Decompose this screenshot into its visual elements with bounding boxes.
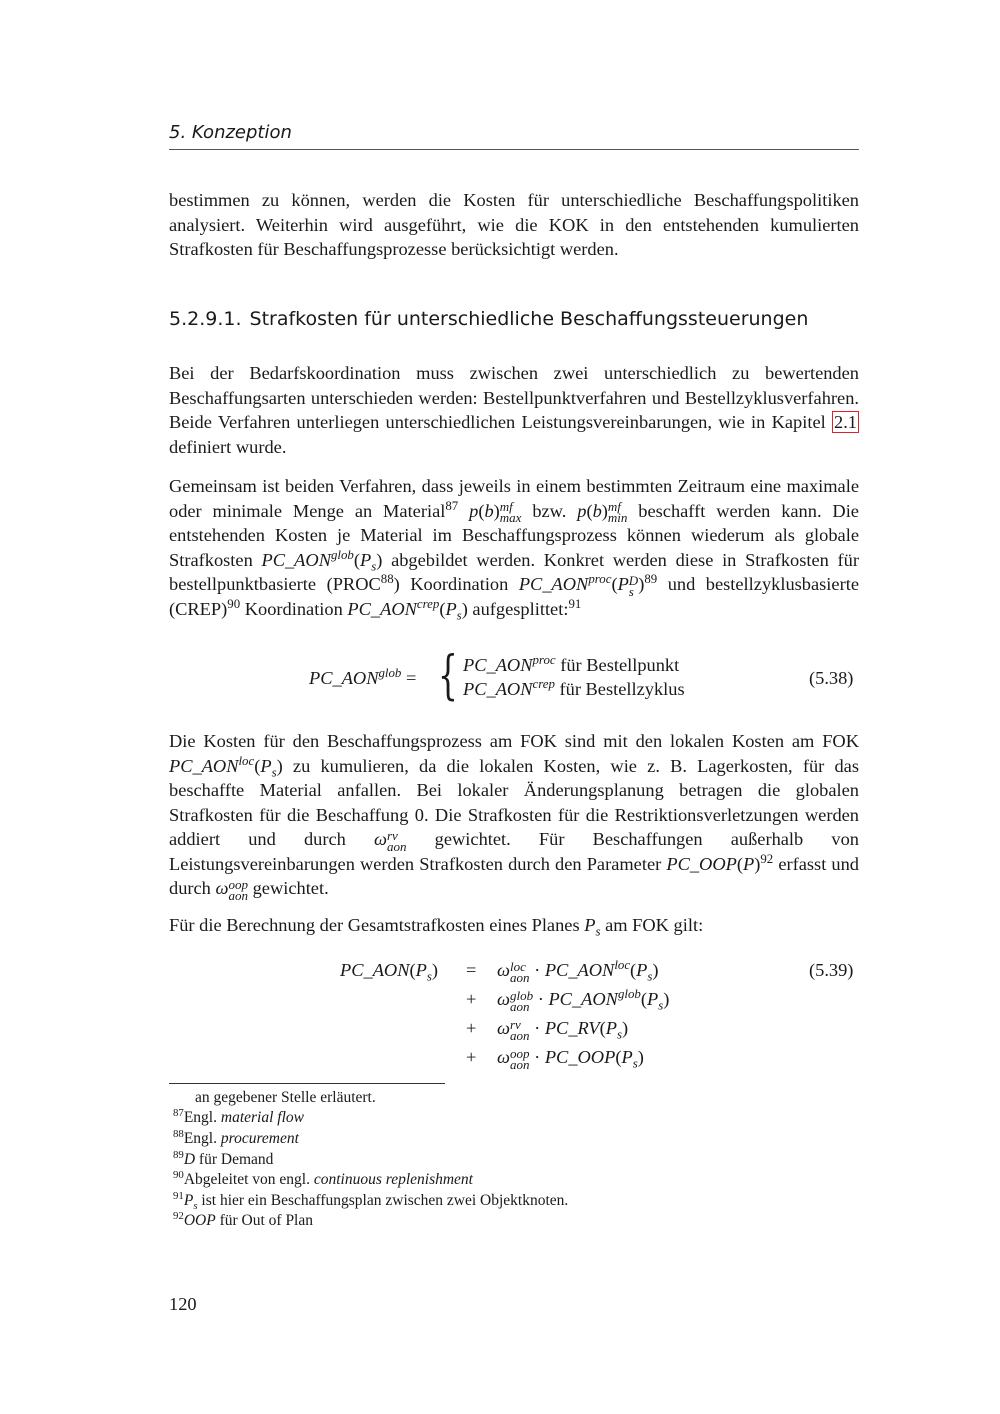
footnote-ref-90[interactable]: 90 (227, 596, 241, 611)
eq-538-case-2: $PC\_AON^{crep}$ für Bestellzyklus (463, 676, 685, 699)
footnote-88: $^{88}$Engl. procurement (173, 1127, 299, 1147)
paragraph-3: Die Kosten für den Beschaffungsprozess am FOK sind mit den lokalen Kosten am FOK $PC\_AON^{loc}(P_s)$ zu kumulieren, da die lokalen Kosten, wie z. B. Lagerkosten, für das beschaffte Material anfallen. Bei lokaler Änderungsplanung betragen die globalen Strafkosten für die Beschaffung 0. Die Strafkosten für die Restriktionsverletzungen werden addiert und durch ωrv aon gewichtet. Für Beschaffungen außerhalb von Leistungsvereinbarungen werden Strafkosten durch den Parameter $PC\_OOP(P)^{92}$ erfasst und durch ωoop aon gewichtet. (169, 731, 859, 904)
footnote-89: $^{89}$D für Demand (173, 1148, 274, 1168)
p2-text-4: abgebildet werden. Konkret werden diese in Strafkosten für bestellpunktbasierte (PROC (169, 549, 859, 595)
p4-text-2: am FOK gilt: (605, 915, 704, 935)
eq-539-term-4: ωoop aon · $PC\_OOP(P_s)$ (497, 1045, 644, 1072)
paragraph-2: Gemeinsam ist beiden Verfahren, dass jeweils in einem bestimmten Zeitraum eine maximale oder minimale Menge an Material$^{87}$ p(b)mf max bzw. p(b)mf min beschafft werden kann. Die entstehenden Kosten je Material im Beschaffungsprozess können wiederum als globale Strafkosten $PC\_AON^{glob}(P_s)$ abgebildet werden. Konkret werden diese in Strafkosten für bestellpunktbasierte (PROC$^{88}$) Koordination $PC\_AON^{proc}(PD$ s )$^{89}$ und bestellzyklusbasierte (CREP)$^{90}$ Koordination $PC\_AON^{crep}(P_s)$ aufgesplittet:$^{91}$ (169, 476, 859, 623)
paragraph-4: Für die Berechnung der Gesamtstrafkosten eines Planes $P_s$ am FOK gilt: (169, 915, 704, 939)
equation-number-5-39: (5.39) (809, 960, 854, 980)
paragraph-1 (169, 361, 859, 459)
chapter-link[interactable]: 2.1 (834, 412, 857, 432)
left-brace: { (438, 646, 458, 706)
section-title: Strafkosten für unterschiedliche Beschaffungssteuerungen (249, 308, 809, 330)
footnote-ref-92[interactable]: 92 (760, 851, 774, 866)
eq-539-plus-2: + (466, 1018, 477, 1038)
eq-539-term-1: ωloc aon · $PC\_AON^{loc}(P_s)$ (497, 957, 659, 985)
eq-538-case-1: $PC\_AON^{proc}$ für Bestellpunkt (463, 652, 680, 675)
footnote-ref-87[interactable]: 87 (445, 498, 459, 513)
eq-539-term-3: ωrv aon · $PC\_RV(P_s)$ (497, 1016, 629, 1043)
section-heading (169, 308, 859, 330)
footnote-continuation: an gegebener Stelle erläutert. (195, 1089, 376, 1106)
running-header: 5. Konzeption (169, 122, 859, 150)
p4-text-1: Für die Berechnung der Gesamtstrafkosten eines Planes (169, 915, 580, 935)
p2-text-3: beschafft werden kann. Die entstehenden Kosten je Material im Beschaffungsprozess können wiederum als globale Strafkosten (169, 500, 859, 570)
footnote-ref-89[interactable]: 89 (644, 572, 658, 587)
p2-text-7: Koordination (244, 599, 343, 620)
footnote-90: $^{90}$Abgeleitet von engl. continuous replenishment (173, 1168, 473, 1188)
footnote-ref-91[interactable]: 91 (568, 596, 582, 611)
equation-number-5-38: (5.38) (809, 668, 854, 688)
footnote-91: $^{91}P_s$ ist hier ein Beschaffungsplan zwischen zwei Objektknoten. (173, 1189, 569, 1213)
paragraph-1-tail: definiert wurde. (169, 436, 287, 457)
footnote-92: $^{92}$OOP für Out of Plan (173, 1209, 313, 1229)
eq-539-lhs: $PC\_AON(P_s)$ (340, 960, 438, 984)
p3-text-4: erfasst und durch (169, 853, 859, 899)
p2-text-1: Gemeinsam ist beiden Verfahren, dass jeweils in einem bestimmten Zeitraum eine maximale oder minimale Menge an Material (169, 476, 859, 521)
page-number: 120 (169, 1294, 197, 1314)
eq-539-plus-1: + (466, 989, 477, 1009)
p3-text-2: zu kumulieren, da die lokalen Kosten, wie z. B. Lagerkosten, für das beschaffte Material anfallen. Bei lokaler Änderungsplanung betragen die globalen Strafkosten für die Beschaffung 0. Die Strafkosten für die Restriktionsverletzungen werden addiert und durch (169, 755, 859, 849)
p3-text-3: gewichtet. Für Beschaffungen außerhalb von Leistungsvereinbarungen werden Strafkosten durch den Parameter (169, 829, 859, 874)
p2-text-6: und bestellzyklusbasierte (CREP) (169, 574, 859, 620)
p2-text-2: bzw. (532, 500, 567, 521)
p3-text-5: gewichtet. (252, 878, 329, 899)
section-number: 5.2.9.1. (169, 308, 242, 330)
footnote-87: $^{87}$Engl. material flow (173, 1106, 304, 1126)
footnote-rule (169, 1083, 445, 1084)
eq-538-lhs: $PC\_AON^{glob}$ = (309, 665, 417, 688)
p3-text-1: Die Kosten für den Beschaffungsprozess am FOK sind mit den lokalen Kosten am FOK (169, 731, 859, 751)
p2-text-8: aufgesplittet: (472, 599, 569, 620)
eq-539-term-2: ωglob aon · $PC\_AON^{glob}(P_s)$ (497, 986, 670, 1014)
footnote-ref-88[interactable]: 88 (380, 572, 394, 587)
paragraph-1-text: Bei der Bedarfskoordination muss zwischen zwei unterschiedlich zu bewertenden Beschaffungsarten unterschieden werden: Bestellpunktverfahren und Bestellzyklusverfahren. Beide Verfahren unterliegen unterschiedlichen Leistungsvereinbarungen, wie in Kapitel (169, 363, 859, 432)
eq-539-plus-3: + (466, 1047, 477, 1067)
p2-text-5: ) Koordination (393, 574, 509, 595)
eq-539-equals: = (466, 960, 477, 980)
intro-paragraph: bestimmen zu können, werden die Kosten für unterschiedliche Beschaffungspolitiken analysiert. Weiterhin wird ausgeführt, wie die KOK in den entstehenden kumulierten Strafkosten für Beschaffungsprozesse berücksichtigt werden. (169, 190, 859, 259)
